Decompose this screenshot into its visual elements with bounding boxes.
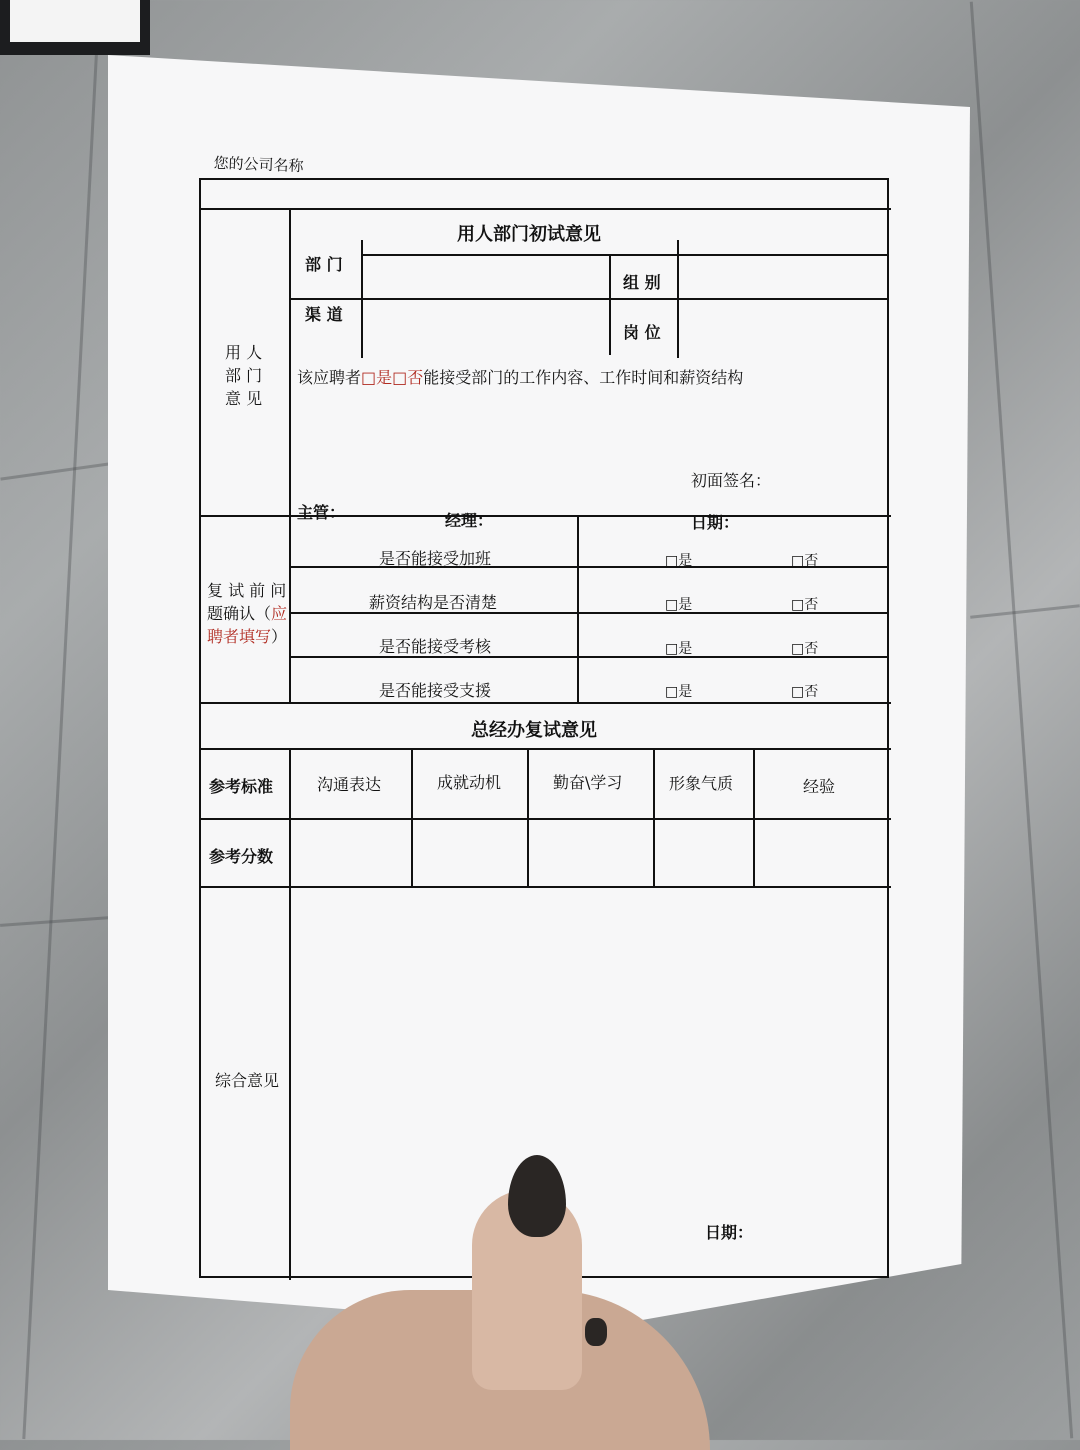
group-label: 组 别 xyxy=(623,273,661,292)
criterion-header: 勤奋\学习 xyxy=(553,773,623,792)
company-name: 您的公司名称 xyxy=(213,153,304,176)
fingernail xyxy=(585,1318,607,1346)
section-title-initial-interview: 用人部门初试意见 xyxy=(457,224,601,245)
manager-label: 经理： xyxy=(445,511,494,530)
yes-checkbox[interactable]: □是 xyxy=(665,684,693,700)
no-checkbox[interactable]: □否 xyxy=(392,368,424,387)
background-object xyxy=(0,0,150,55)
yes-checkbox[interactable]: □是 xyxy=(665,597,693,613)
channel-label: 渠 道 xyxy=(305,305,343,324)
yes-checkbox[interactable]: □是 xyxy=(361,368,393,387)
question-text: 是否能接受加班 xyxy=(379,549,492,568)
pre-interview-label: 聘者填写） xyxy=(207,627,288,646)
acceptance-statement xyxy=(297,365,743,388)
side-label-line: 部 门 xyxy=(225,366,263,385)
no-checkbox[interactable]: □否 xyxy=(791,553,819,569)
no-checkbox[interactable]: □否 xyxy=(791,641,819,657)
side-label-line: 意 见 xyxy=(225,389,263,408)
criteria-label: 参考标准 xyxy=(209,777,274,796)
statement-suffix: 能接受部门的工作内容、工作时间和薪资结构 xyxy=(423,368,744,387)
question-text: 是否能接受考核 xyxy=(379,637,492,656)
interview-form xyxy=(199,178,889,1278)
no-checkbox[interactable]: □否 xyxy=(791,597,819,613)
yes-checkbox[interactable]: □是 xyxy=(665,553,693,569)
no-checkbox[interactable]: □否 xyxy=(791,684,819,700)
department-label: 部 门 xyxy=(305,255,343,274)
date-label: 日期： xyxy=(705,1223,754,1242)
criterion-header: 经验 xyxy=(803,777,836,796)
criterion-header: 成就动机 xyxy=(437,773,502,792)
supervisor-label: 主管： xyxy=(297,503,346,522)
question-text: 薪资结构是否清楚 xyxy=(369,593,498,612)
question-text: 是否能接受支援 xyxy=(379,681,492,700)
section-title-final-interview: 总经办复试意见 xyxy=(471,720,597,741)
date-label: 日期： xyxy=(691,513,740,532)
pre-interview-label: 复 试 前 问 xyxy=(207,581,287,600)
score-label: 参考分数 xyxy=(209,847,274,866)
criterion-header: 形象气质 xyxy=(669,774,734,793)
position-label: 岗 位 xyxy=(623,323,661,342)
side-label-line: 用 人 xyxy=(225,343,263,362)
pre-interview-label: 题确认（应 xyxy=(207,604,288,623)
criterion-header: 沟通表达 xyxy=(317,775,382,794)
overall-opinion-label: 综合意见 xyxy=(215,1071,280,1090)
yes-checkbox[interactable]: □是 xyxy=(665,641,693,657)
interview-signature-label: 初面签名： xyxy=(691,471,772,490)
statement-prefix: 该应聘者 xyxy=(297,368,362,387)
